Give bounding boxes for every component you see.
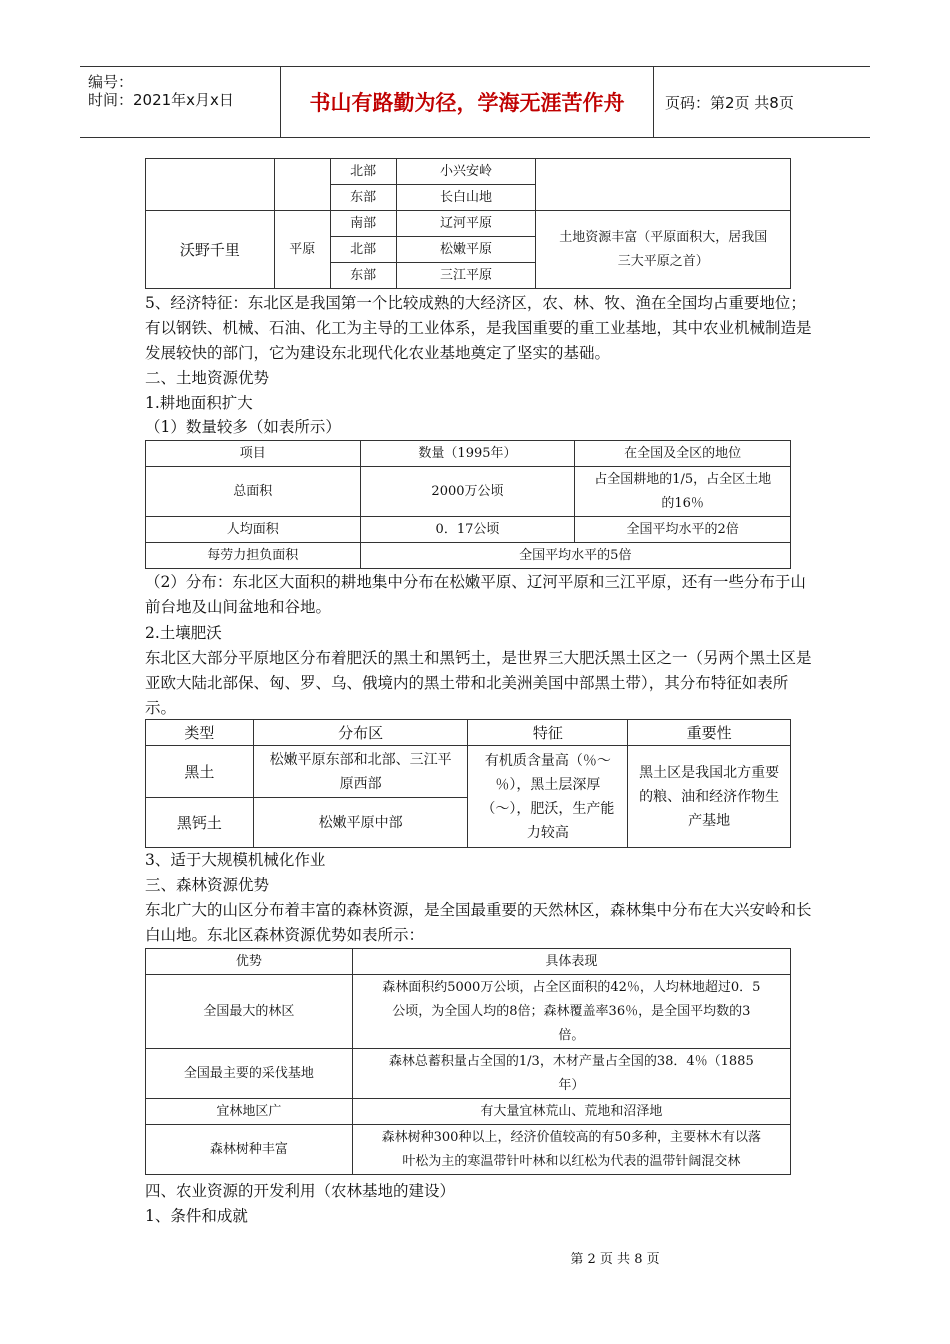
feature-line: ％），黑土层深厚 [495,776,601,793]
header-page [653,67,870,137]
date-label: 时间：2021年x月x日 [88,91,234,109]
section3-title: 三、森林资源优势 [145,876,270,894]
cell-empty [536,159,791,211]
section4-title: 四、农业资源的开发利用（农林基地的建设） [145,1182,456,1200]
page-header [80,66,870,138]
th-status: 在全国及全区的地位 [575,441,791,467]
resource-line: 三大平原之首） [617,253,709,269]
sub1-title: 1.耕地面积扩大 [145,394,253,412]
para-soil: 东北区大部分平原地区分布着肥沃的黑土和黑钙土，是世界三大肥沃黑土区之一（另两个黑土区是亚欧大陆北部保、匈、罗、乌、俄境内的黑土带和北美洲美国中部黑土带），其分布特征如表所示。 [145,649,812,717]
cell-type: 平原 [274,211,330,289]
status-line: 占全国耕地的1/5，占全区土地 [594,471,772,487]
detail-line: 公顷，为全国人均的8倍；森林覆盖率36％，是全国平均数的3 [392,1003,751,1019]
detail-line: 年） [558,1077,585,1093]
importance-line: 黑土区是我国北方重要 [639,764,780,781]
cell-pos: 北部 [330,237,396,263]
motto-text: 书山有路勤为径，学海无涯苦作舟 [309,91,625,115]
th-area: 分布区 [253,720,468,746]
sub2-title: 2.土壤肥沃 [145,624,222,642]
cell-pos: 南部 [330,211,396,237]
area-line: 原西部 [339,775,382,792]
cell-item: 每劳力担负面积 [146,543,361,569]
cell-status: 全国平均水平的2倍 [575,517,791,543]
cell-area [253,746,468,798]
feature-line: 有机质含量高（％～ [484,752,611,769]
cell-pos: 东部 [330,263,396,289]
resource-line: 土地资源丰富（平原面积大，居我国 [559,229,768,245]
feature-line: 力较高 [526,824,569,841]
th-feature: 特征 [468,720,628,746]
sub3-title: 3、适于大规模机械化作业 [145,851,326,869]
status-line: 的16％ [661,495,704,511]
cell-detail [352,975,790,1049]
cell-empty [274,159,330,211]
cell-type: 黑土 [146,746,254,798]
detail-line: 倍。 [558,1027,585,1043]
table-soil [145,719,791,848]
cell-detail [352,1049,790,1099]
cell-name: 三江平原 [396,263,536,289]
cell-empty [146,159,275,211]
cell-advantage: 森林树种丰富 [146,1125,353,1175]
detail-line: 森林树种300种以上，经济价值较高的有50多种，主要林木有以落 [381,1129,761,1145]
importance-line: 产基地 [688,812,731,829]
cell-item: 总面积 [146,467,361,517]
th-detail: 具体表现 [352,949,790,975]
page-footer [0,1248,950,1267]
cell-area: 松嫩平原中部 [253,798,468,848]
cell-name: 长白山地 [396,185,536,211]
detail-line: 叶松为主的寒温带针叶林和以红松为代表的温带针阔混交林 [402,1153,741,1169]
cell-advantage: 宜林地区广 [146,1099,353,1125]
para-economy: 5、经济特征：东北区是我国第一个比较成熟的大经济区，农、林、牧、渔在全国均占重要地位；有以钢铁、机械、石油、化工为主导的工业体系，是我国重要的重工业基地，其中农业机械制造是发展较快的部门，它为建设东北现代化农业基地奠定了坚实的基础。 [145,294,812,362]
cell-detail [352,1125,790,1175]
cell-feature [468,746,628,848]
cell-name: 小兴安岭 [396,159,536,185]
para-distribution: （2）分布：东北区大面积的耕地集中分布在松嫩平原、辽河平原和三江平原，还有一些分布于山前台地及山间盆地和谷地。 [145,573,806,616]
cell-name: 辽河平原 [396,211,536,237]
cell-amount: 0．17公顷 [360,517,575,543]
importance-line: 的粮、油和经济作物生 [639,788,780,805]
number-label: 编号： [88,73,134,91]
area-line: 松嫩平原东部和北部、三江平 [269,751,452,768]
cell-detail: 有大量宜林荒山、荒地和沼泽地 [352,1099,790,1125]
header-meta [80,67,280,137]
footer-page-number: 第 2 页 共 8 页 [570,1252,660,1267]
cell-status [575,467,791,517]
sub4-1: 1、条件和成就 [145,1207,248,1225]
cell-advantage: 全国最主要的采伐基地 [146,1049,353,1099]
feature-line: （～），肥沃，生产能 [481,800,615,817]
cell-type: 黑钙土 [146,798,254,848]
header-motto [280,67,654,137]
table-landform [145,158,791,289]
detail-line: 森林面积约5000万公顷，占全区面积的42％，人均林地超过0．5 [382,979,761,995]
cell-name: 松嫩平原 [396,237,536,263]
page-label: 页码：第2页 共8页 [665,93,794,112]
sub1-1: （1）数量较多（如表所示） [145,418,341,436]
detail-line: 森林总蓄积量占全国的1/3，木材产量占全国的38．4％（1885 [388,1053,754,1069]
table-forest [145,948,791,1175]
cell-item: 人均面积 [146,517,361,543]
th-type: 类型 [146,720,254,746]
th-item: 项目 [146,441,361,467]
th-importance: 重要性 [628,720,791,746]
cell-amount: 2000万公顷 [360,467,575,517]
cell-pos: 东部 [330,185,396,211]
cell-importance [628,746,791,848]
table-land [145,440,791,569]
th-amount: 数量（1995年） [360,441,575,467]
section2-title: 二、土地资源优势 [145,369,270,387]
cell-pos: 北部 [330,159,396,185]
para-forest: 东北广大的山区分布着丰富的森林资源，是全国最重要的天然林区，森林集中分布在大兴安岭和长白山地。东北区森林资源优势如表所示： [145,901,812,944]
th-advantage: 优势 [146,949,353,975]
cell-feature: 沃野千里 [146,211,275,289]
cell-status: 全国平均水平的5倍 [360,543,790,569]
cell-advantage: 全国最大的林区 [146,975,353,1049]
cell-resource [536,211,791,289]
